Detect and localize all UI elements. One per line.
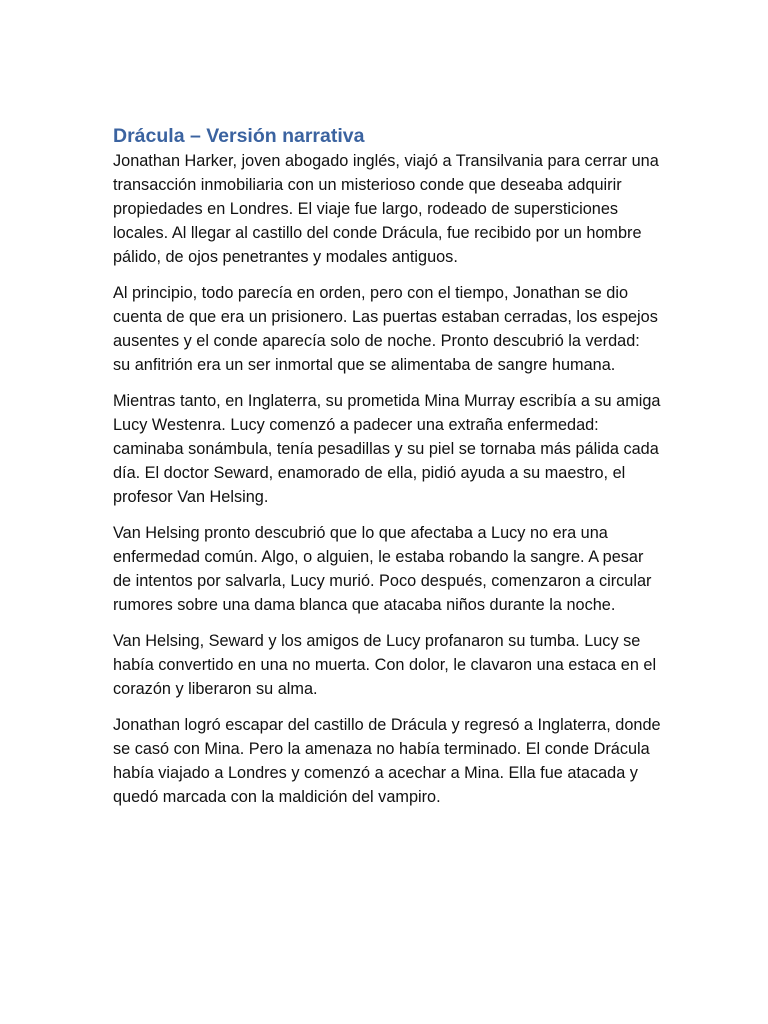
paragraph-4: Van Helsing pronto descubrió que lo que afectaba a Lucy no era una enfermedad común. Algo, o alguien, le estaba robando la sangre. A pesar de intentos por salvarla, Lucy murió. Poco después, comenzaron a circular rumores sobre una dama blanca que atacaba niños durante la noche. bbox=[113, 524, 652, 614]
paragraph-5: Van Helsing, Seward y los amigos de Lucy profanaron su tumba. Lucy se había convertido en una no muerta. Con dolor, le clavaron una estaca en el corazón y liberaron su alma. bbox=[113, 632, 657, 698]
paragraph-6: Jonathan logró escapar del castillo de Drácula y regresó a Inglaterra, donde se casó con Mina. Pero la amenaza no había terminado. El conde Drácula había viajado a Londres y comenzó a acechar a Mina. Ella fue atacada y quedó marcada con la maldición del vampiro. bbox=[113, 716, 661, 806]
paragraph-2: Al principio, todo parecía en orden, pero con el tiempo, Jonathan se dio cuenta de que era un prisionero. Las puertas estaban cerradas, los espejos ausentes y el conde aparecía solo de noche. Pronto descubrió la verdad: su anfitrión era un ser inmortal que se alimentaba de sangre humana. bbox=[113, 284, 658, 374]
paragraph-1: Jonathan Harker, joven abogado inglés, viajó a Transilvania para cerrar una transacción inmobiliaria con un misterioso conde que deseaba adquirir propiedades en Londres. El viaje fue largo, rodeado de supersticiones locales. Al llegar al castillo del conde Drácula, fue recibido por un hombre pálido, de ojos penetrantes y modales antiguos. bbox=[113, 152, 659, 266]
paragraph-3: Mientras tanto, en Inglaterra, su prometida Mina Murray escribía a su amiga Lucy Westenra. Lucy comenzó a padecer una extraña enfermedad: caminaba sonámbula, tenía pesadillas y su piel se tornaba más pálida cada día. El doctor Seward, enamorado de ella, pidió ayuda a su maestro, el profesor Van Helsing. bbox=[113, 392, 661, 506]
document-title: Drácula – Versión narrativa bbox=[113, 125, 365, 147]
document-body bbox=[113, 123, 661, 821]
